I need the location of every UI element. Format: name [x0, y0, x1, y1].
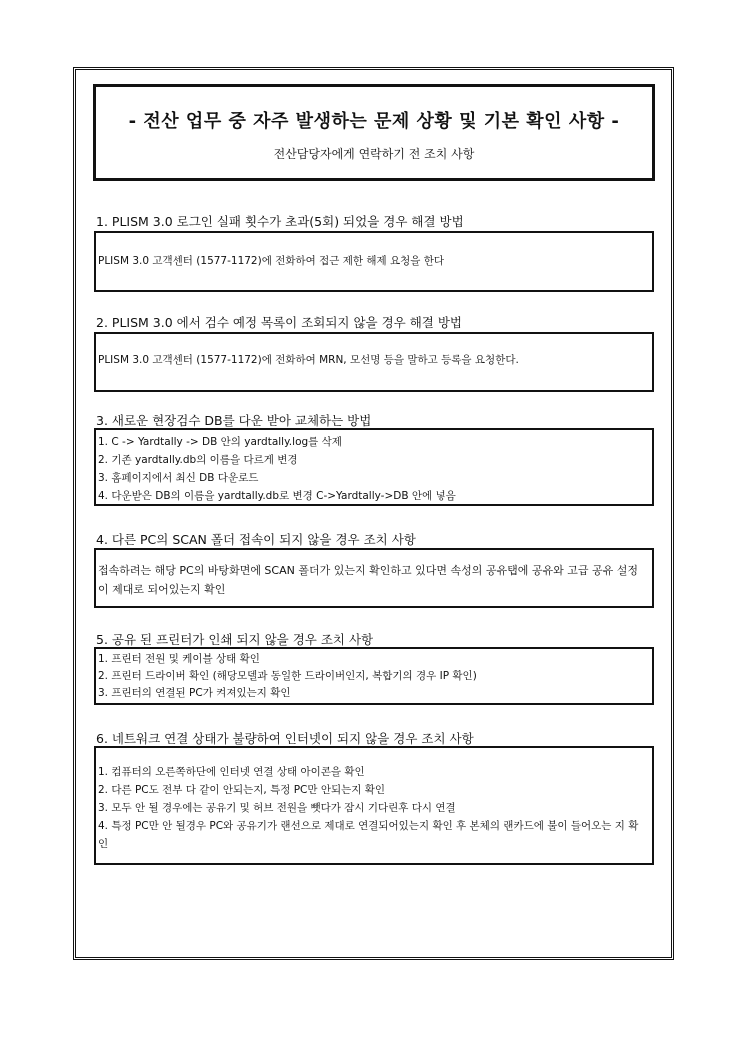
- section-3-step-2: 2. 기존 yardtally.db의 이름을 다르게 변경: [98, 454, 298, 466]
- section-2-title: 2. PLISM 3.0 에서 검수 예정 목록이 조회되지 않을 경우 해결 방법: [96, 315, 462, 330]
- section-4-text: 접속하려는 해당 PC의 바탕화면에 SCAN 폴더가 있는지 확인하고 있다면 속성의 공유탭에 공유와 고급 공유 설정이 제대로 되어있는지 확인: [98, 564, 638, 596]
- title-box: [93, 84, 655, 181]
- section-1-line: PLISM 3.0 고객센터 (1577-1172)에 전화하여 접근 제한 해제 요청을 한다: [98, 255, 445, 267]
- section-5-step-3: 3. 프린터의 연결된 PC가 켜져있는지 확인: [98, 687, 291, 699]
- section-6-title: 6. 네트워크 연결 상태가 불량하여 인터넷이 되지 않을 경우 조치 사항: [96, 731, 474, 746]
- section-2-line: PLISM 3.0 고객센터 (1577-1172)에 전화하여 MRN, 모선명 등을 말하고 등록을 요청한다.: [98, 354, 519, 366]
- section-3-step-3: 3. 홈페이지에서 최신 DB 다운로드: [98, 472, 259, 484]
- section-3-box: [94, 428, 654, 506]
- section-3-step-4: 4. 다운받은 DB의 이름을 yardtally.db로 변경 C->Yardtally->DB 안에 넣음: [98, 490, 456, 502]
- section-5-step-1: 1. 프린터 전원 및 케이블 상태 확인: [98, 653, 260, 665]
- section-4-title: 4. 다른 PC의 SCAN 폴더 접속이 되지 않을 경우 조치 사항: [96, 532, 416, 547]
- section-6-step-3: 3. 모두 안 될 경우에는 공유기 및 허브 전원을 뺏다가 잠시 기다린후 다시 연결: [98, 802, 456, 814]
- section-6-step-2: 2. 다른 PC도 전부 다 같이 안되는지, 특정 PC만 안되는지 확인: [98, 784, 386, 796]
- page-title: - 전산 업무 중 자주 발생하는 문제 상황 및 기본 확인 사항 -: [128, 111, 620, 132]
- section-1-box: [94, 231, 654, 292]
- section-6-step-4: 4. 특정 PC만 안 될경우 PC와 공유기가 랜선으로 제대로 연결되어있는지 확인 후 본체의 랜카드에 불이 들어오는 지 확인: [98, 820, 639, 850]
- section-6-box: [94, 746, 654, 865]
- section-5-step-2: 2. 프린터 드라이버 확인 (해당모델과 동일한 드라이버인지, 복합기의 경우 IP 확인): [98, 670, 477, 682]
- section-3-title: 3. 새로운 현장검수 DB를 다운 받아 교체하는 방법: [96, 413, 372, 428]
- section-2-box: [94, 332, 654, 392]
- section-3-step-1: 1. C -> Yardtally -> DB 안의 yardtally.log를 삭제: [98, 436, 342, 448]
- page-subtitle: 전산담당자에게 연락하기 전 조치 사항: [273, 147, 475, 161]
- section-6-step-1: 1. 컴퓨터의 오른쪽하단에 인터넷 연결 상태 아이콘을 확인: [98, 766, 365, 778]
- section-5-box: [94, 647, 654, 705]
- section-5-title: 5. 공유 된 프린터가 인쇄 되지 않을 경우 조치 사항: [96, 632, 374, 647]
- section-1-title: 1. PLISM 3.0 로그인 실패 횟수가 초과(5회) 되었을 경우 해결 방법: [96, 214, 464, 229]
- section-4-box: [94, 548, 654, 608]
